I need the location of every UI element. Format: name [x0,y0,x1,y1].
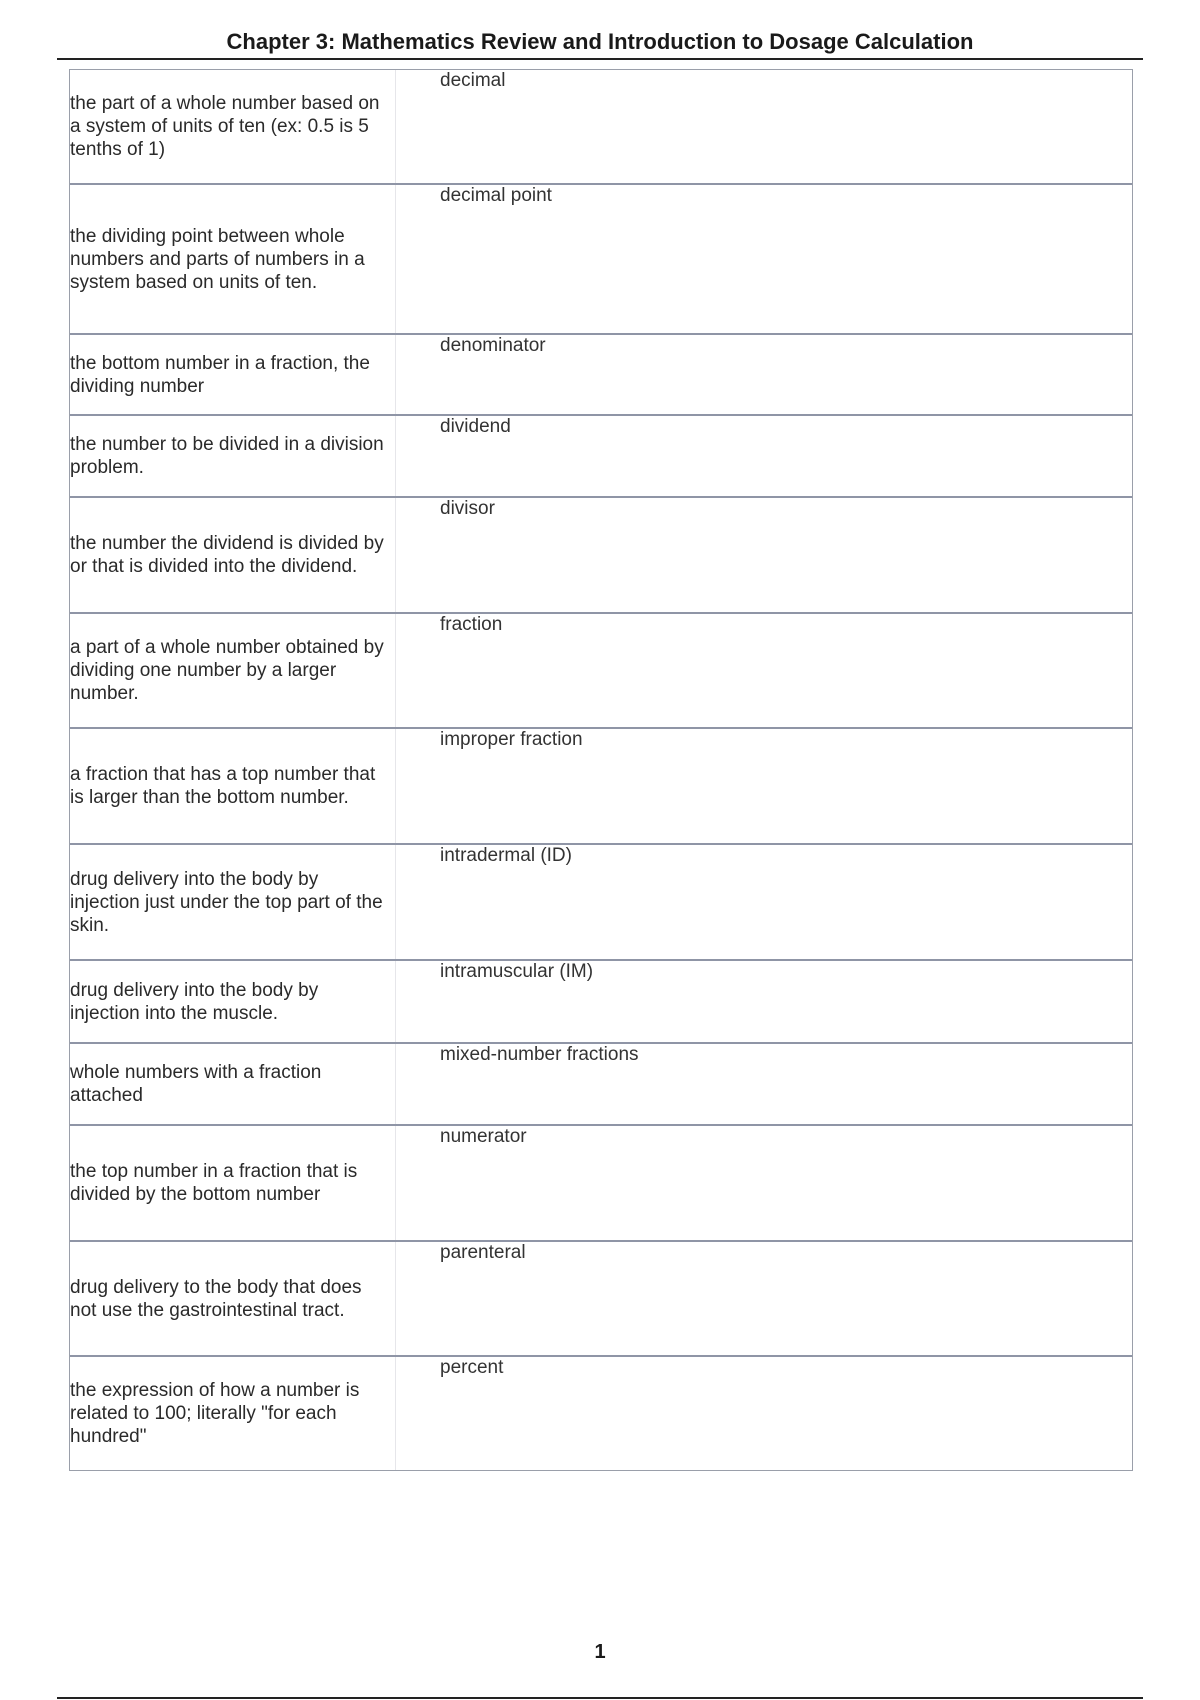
table-row [70,335,1132,416]
term-text: percent [440,1357,504,1378]
table-row [70,614,1132,729]
definition-cell [70,185,396,333]
definition-text: a fraction that has a top number that is larger than the bottom number. [70,764,376,808]
table-row [70,1357,1132,1470]
term-text: intradermal (ID) [440,845,572,866]
definition-text: the dividing point between whole numbers and parts of numbers in a system based on units of ten. [70,225,365,293]
table-row [70,185,1132,335]
page-header [57,28,1143,60]
definition-text: drug delivery into the body by injection into the muscle. [70,979,319,1024]
term-cell [396,185,1132,333]
term-cell [396,729,1132,843]
table-row [70,1044,1132,1126]
definition-cell [70,1044,396,1124]
term-text: decimal point [440,185,552,206]
footer-divider [57,1697,1143,1699]
table-row [70,961,1132,1044]
definition-text: the number to be divided in a division problem. [70,434,384,478]
definition-text: the number the dividend is divided by or that is divided into the dividend. [70,533,384,577]
definition-text: drug delivery into the body by injection just under the top part of the skin. [70,868,383,936]
definition-cell [70,70,396,183]
term-cell [396,335,1132,414]
term-cell [396,416,1132,496]
definition-cell [70,614,396,727]
term-cell [396,845,1132,959]
definition-cell [70,335,396,414]
definition-text: the bottom number in a fraction, the dividing number [70,352,370,397]
definition-text: the top number in a fraction that is divided by the bottom number [70,1161,358,1205]
page-title: Chapter 3: Mathematics Review and Introduction to Dosage Calculation [226,29,974,54]
definition-cell [70,961,396,1042]
table-row [70,498,1132,614]
table-row [70,1242,1132,1357]
definition-text: a part of a whole number obtained by dividing one number by a larger number. [70,637,384,704]
table-row [70,729,1132,845]
definition-cell [70,416,396,496]
definition-cell [70,1126,396,1240]
term-text: improper fraction [440,729,583,750]
definition-cell [70,845,396,959]
term-text: dividend [440,416,511,437]
table-row [70,845,1132,961]
term-cell [396,1044,1132,1124]
definition-text: the part of a whole number based on a system of units of ten (ex: 0.5 is 5 tenths of 1) [70,93,380,160]
term-cell [396,1357,1132,1470]
term-text: intramuscular (IM) [440,961,594,982]
definition-text: the expression of how a number is related to 100; literally "for each hundred" [70,1380,360,1447]
definition-text: whole numbers with a fraction attached [70,1062,322,1106]
term-text: decimal [440,70,506,91]
definition-cell [70,729,396,843]
term-text: denominator [440,335,546,356]
term-cell [396,70,1132,183]
term-text: parenteral [440,1242,526,1263]
glossary-table [69,69,1133,1471]
term-cell [396,1242,1132,1355]
definition-cell [70,1357,396,1470]
term-text: fraction [440,614,503,635]
definition-cell [70,498,396,612]
term-cell [396,498,1132,612]
term-text: numerator [440,1126,527,1147]
page-number: 1 [594,1641,606,1663]
term-text: divisor [440,498,495,519]
term-cell [396,1126,1132,1240]
definition-text: drug delivery to the body that does not use the gastrointestinal tract. [70,1276,362,1321]
table-row [70,70,1132,185]
table-row [70,416,1132,498]
table-row [70,1126,1132,1242]
term-cell [396,614,1132,727]
term-text: mixed-number fractions [440,1044,639,1065]
term-cell [396,961,1132,1042]
definition-cell [70,1242,396,1355]
